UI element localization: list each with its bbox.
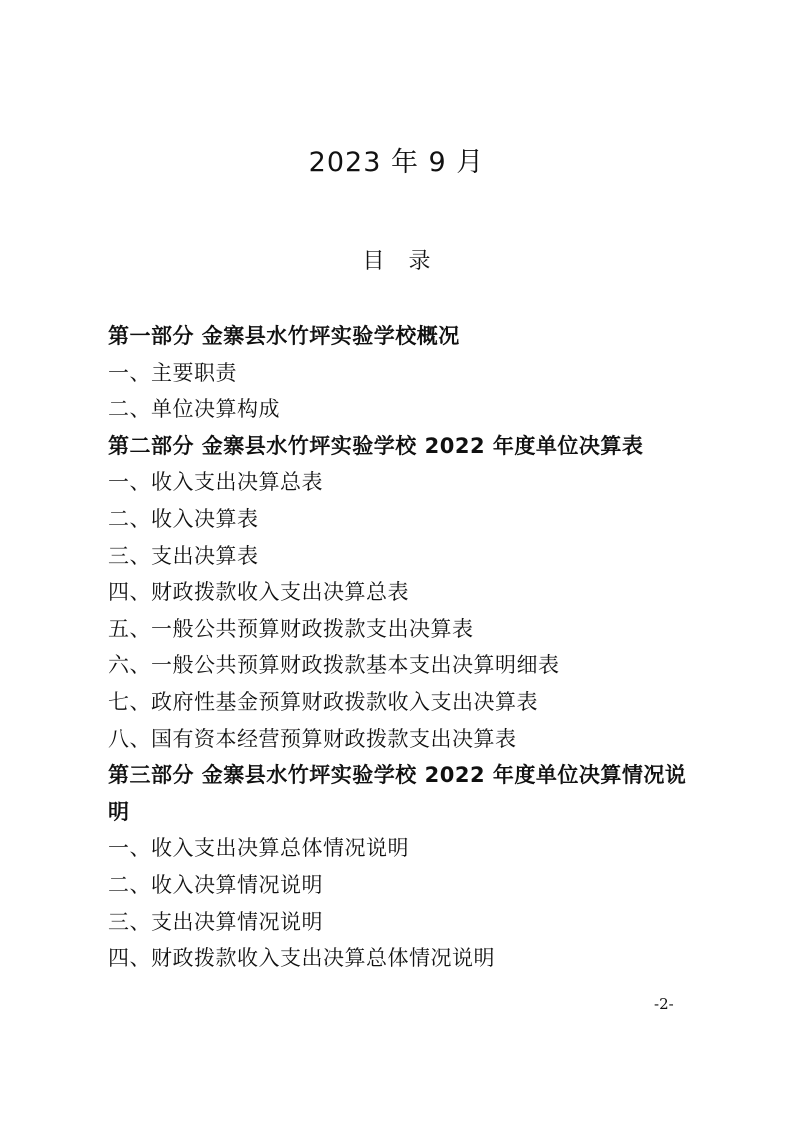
toc-title-char-2: 录	[408, 249, 431, 274]
toc-title-char-1: 目	[362, 249, 385, 274]
toc-item[interactable]: 一、收入支出决算总表	[108, 470, 323, 495]
toc-item[interactable]: 二、收入决算表	[108, 506, 259, 531]
toc-item[interactable]: 二、单位决算构成	[108, 397, 280, 422]
toc-item[interactable]: 四、财政拨款收入支出决算总表	[108, 580, 409, 605]
toc-item[interactable]: 三、支出决算表	[108, 543, 259, 568]
page-number: -2-	[654, 995, 674, 1013]
toc-part-2[interactable]: 第二部分 金寨县水竹坪实验学校 2022 年度单位决算表	[108, 433, 644, 458]
toc-item[interactable]: 五、一般公共预算财政拨款支出决算表	[108, 616, 474, 641]
toc-item[interactable]: 四、财政拨款收入支出决算总体情况说明	[108, 946, 495, 971]
table-of-contents	[108, 318, 708, 977]
toc-item[interactable]: 七、政府性基金预算财政拨款收入支出决算表	[108, 689, 538, 714]
toc-part-1[interactable]: 第一部分 金寨县水竹坪实验学校概况	[108, 324, 460, 348]
toc-item[interactable]: 八、国有资本经营预算财政拨款支出决算表	[108, 726, 517, 751]
toc-item[interactable]: 一、主要职责	[108, 360, 237, 385]
toc-item[interactable]: 二、收入决算情况说明	[108, 872, 323, 897]
toc-title	[0, 244, 793, 280]
toc-item[interactable]: 一、收入支出决算总体情况说明	[108, 836, 409, 861]
toc-item[interactable]: 六、一般公共预算财政拨款基本支出决算明细表	[108, 653, 560, 678]
toc-part-3[interactable]: 第三部分 金寨县水竹坪实验学校 2022 年度单位决算情况说明	[108, 763, 687, 824]
toc-item[interactable]: 三、支出决算情况说明	[108, 909, 323, 934]
document-date: 2023 年 9 月	[308, 147, 485, 178]
